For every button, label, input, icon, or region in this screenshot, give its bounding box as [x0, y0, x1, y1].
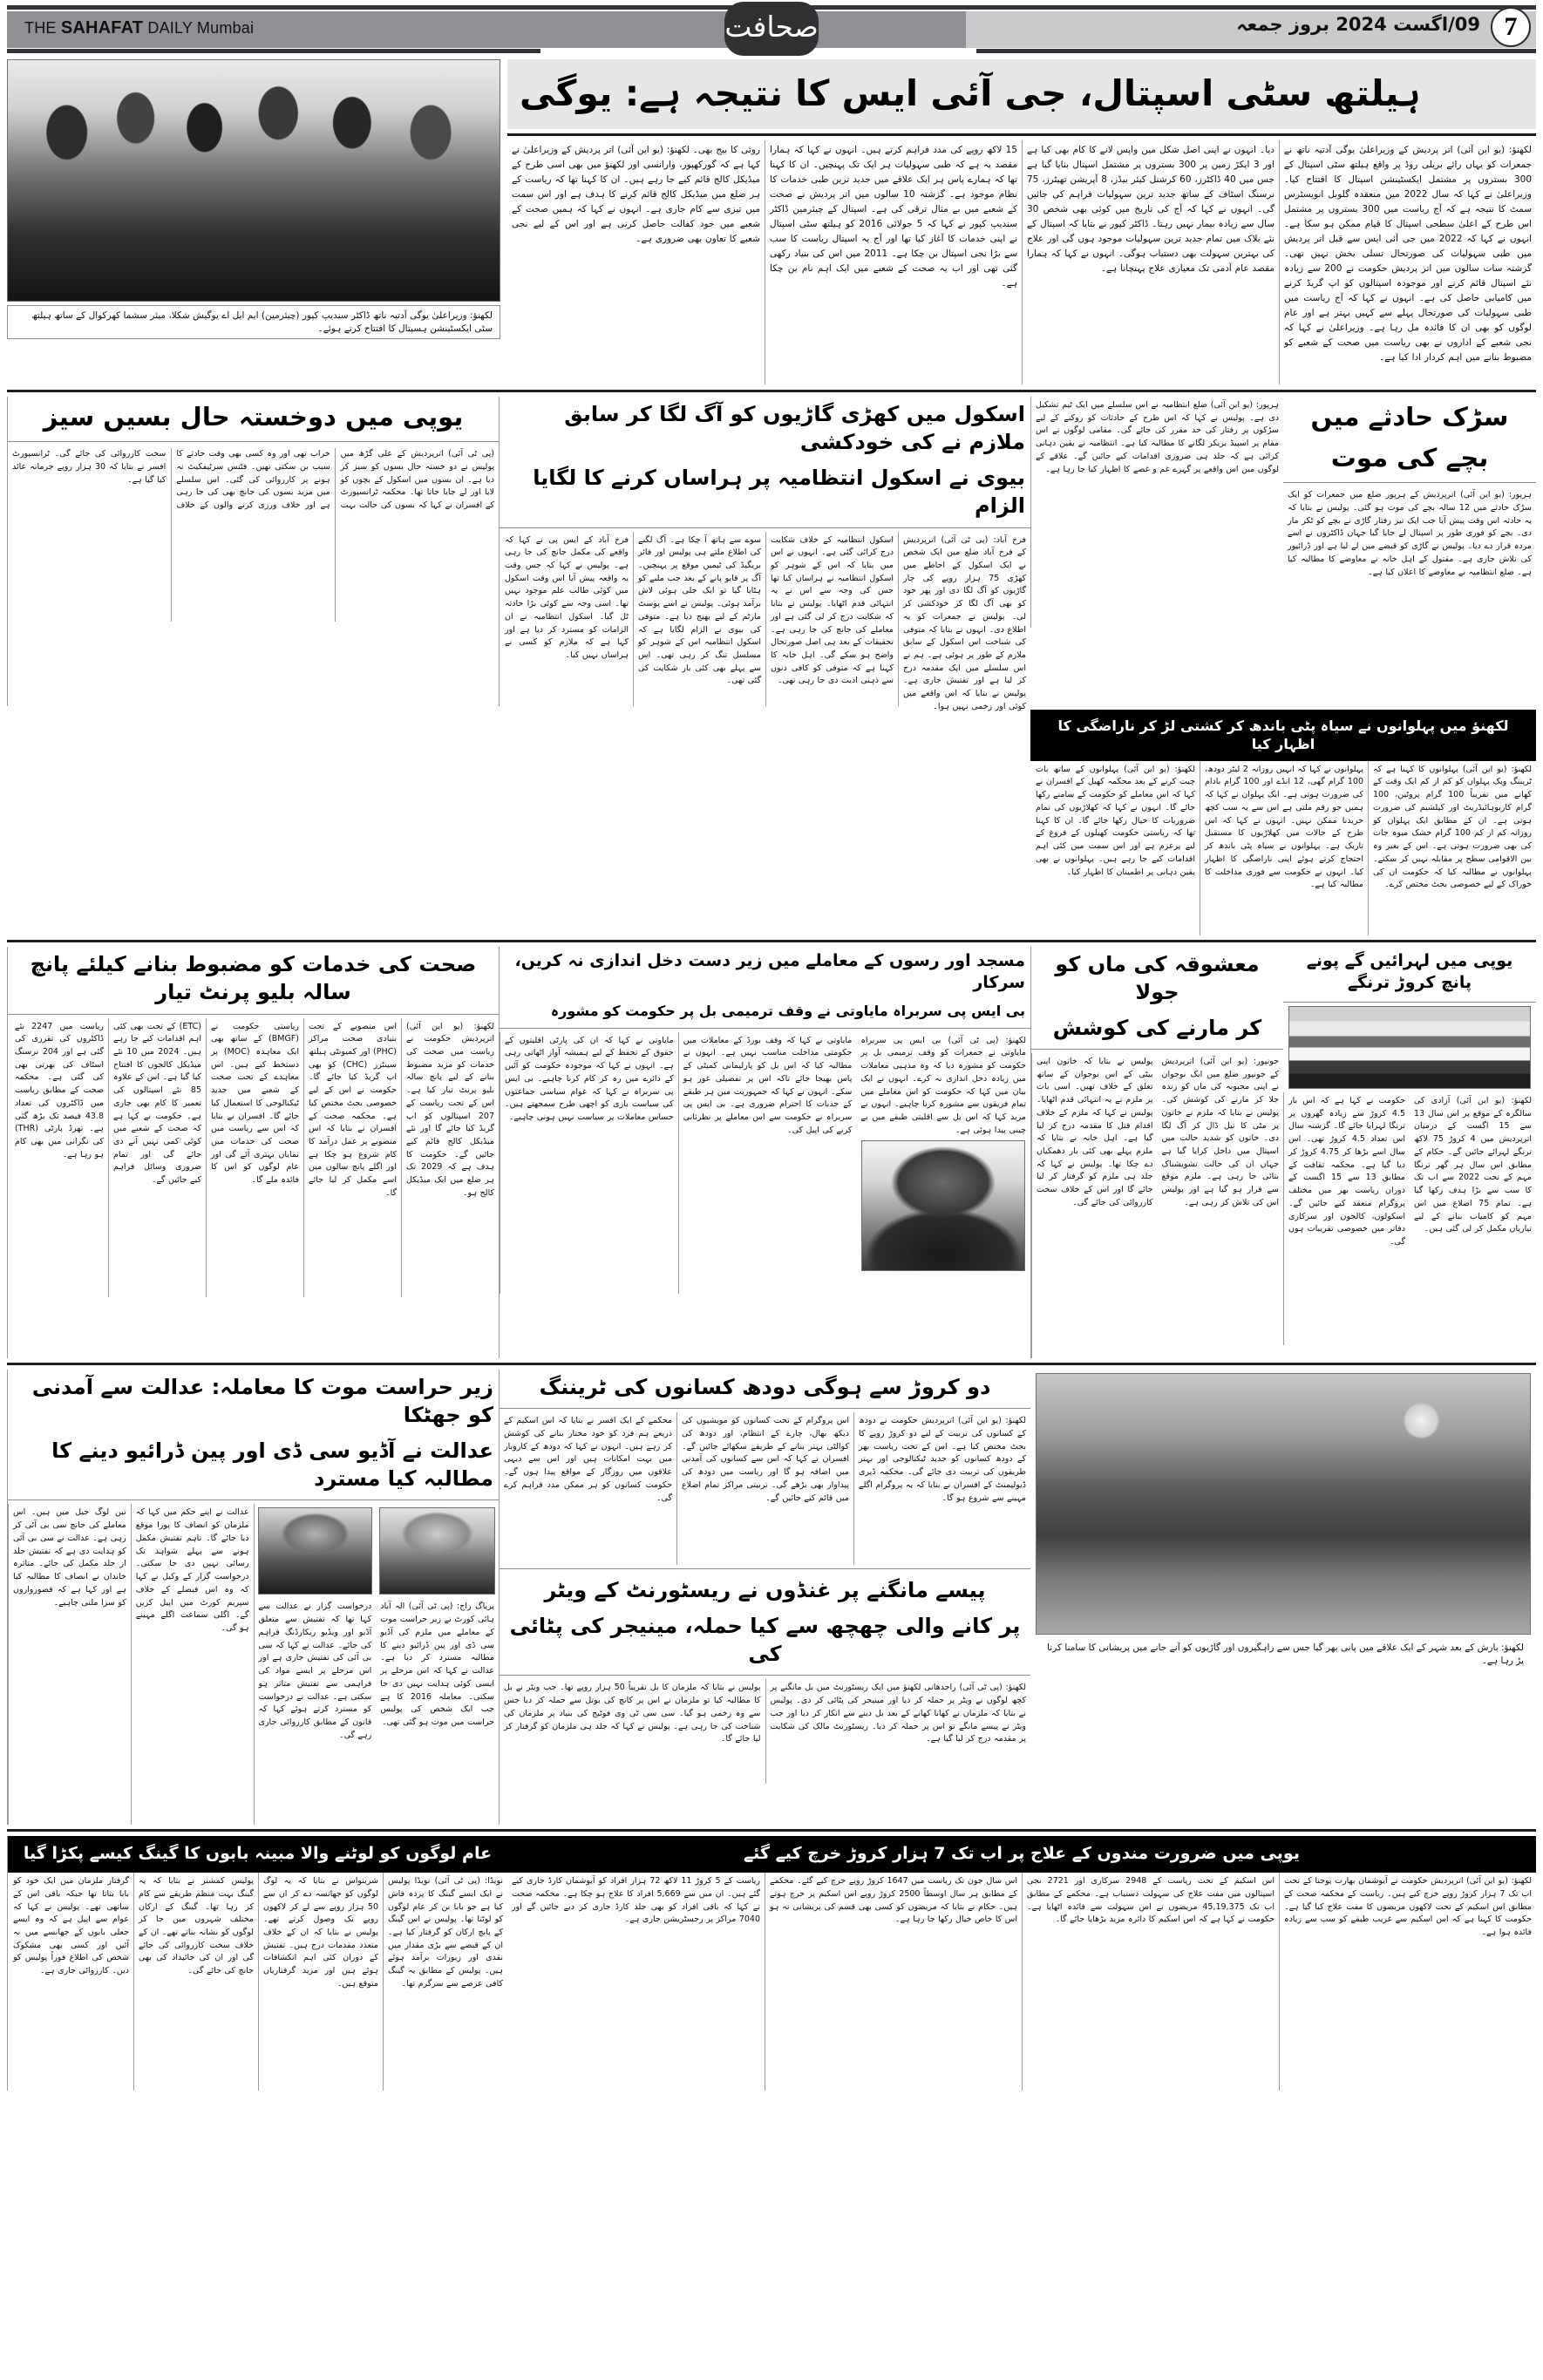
wrestlers-spacer-left	[7, 710, 499, 935]
prisoner-headline-1: زیر حراست موت کا معاملہ: عدالت سے آمدنی کو جھٹکا	[31, 1374, 493, 1428]
accident-col-1: ہرپور: (یو این آئی) اترپردیش کے ہرپور ضلع میں جمعرات کو ایک سڑک حادثے میں 12 سالہ بچے کی موت ہو گئی۔ پولیس نے بتایا کہ یہ حادثہ اس وقت پیش آیا جب ایک تیز رفتار گاڑی نے بچے کو ٹکر مار دی۔ بچے کو فوری طور پر اسپتال لے جایا گیا جہاں ڈاکٹروں نے اسے مردہ قرار دے دیا۔ پولیس نے گاڑی کو قبضے میں لے لیا ہے اور ڈرائیور کی تلاش جاری ہے۔ مقتول کے اہل خانہ نے معاوضے کا مطالبہ کیا ہے۔ ضلع انتظامیہ نے معاوضے کا اعلان کیا ہے۔	[1288, 490, 1532, 577]
treatment-col-2: اس اسکیم کے تحت ریاست کے 2948 سرکاری اور 2721 نجی اسپتالوں میں مفت علاج کی سہولت دستیاب ہے۔ محکمے کے مطابق اب تک 45,19,375 مریضوں نے اس سہولت سے فائدہ اٹھایا ہے۔ حکومت نے کہا ہے کہ اس اسکیم کا دائرہ مزید بڑھایا جائے گا۔	[1022, 1873, 1279, 2091]
buses-body: (پی ٹی آئی) اترپردیش کے علی گڑھ میں پولیس نے دو خستہ حال بسوں کو سیز کر دیا ہے۔ ان بسوں میں اسکول کے بچوں کو لایا اور لے جایا جاتا تھا۔ محکمہ ٹرانسپورٹ کے افسران نے کہا کہ بسوں کی حالت بہت خراب تھی اور وہ کسی بھی وقت حادثے کا سبب بن سکتی تھیں۔ فٹنس سرٹیفکیٹ نہ ہونے پر کارروائی کی گئی۔ اس سلسلے میں مزید بسوں کی جانچ بھی کی جا رہی ہے اور خلاف ورزی کرنے والوں کے خلاف سخت کارروائی کی جائے گی۔ ٹرانسپورٹ افسر نے بتایا کہ 30 ہزار روپے جرمانہ عائد کیا گیا ہے۔	[12, 449, 494, 511]
mother-col-1: جونپور: (یو این آئی) اترپردیش کے جونپور ضلع میں ایک نوجوان نے اپنی محبوبہ کی ماں کو زندہ جلا کر مارنے کی کوشش کی۔ پولیس نے بتایا کہ ملزم نے خاتون پر مٹی کا تیل ڈال کر آگ لگا دی۔ خاتون کو شدید حالت میں اسپتال میں داخل کرایا گیا ہے جہاں ان کی حالت تشویشناک بتائی جا رہی ہے۔ ملزم موقع سے فرار ہو گیا ہے اور پولیس اس کی تلاش کر رہی ہے۔	[1161, 1056, 1279, 1207]
english-masthead-post: DAILY Mumbai	[143, 19, 255, 37]
band-wrestlers	[7, 710, 1536, 935]
bsp-col-3: مایاوتی نے کہا کہ ان کی پارٹی اقلیتوں کے حقوق کے تحفظ کے لیے ہمیشہ آواز اٹھاتی رہی ہے۔ انہوں نے کہا کہ موجودہ حکومت کو آئین کے دائرے میں رہ کر کام کرنا چاہیے۔ بی ایس پی سربراہ نے کہا کہ عوام سیاسی جماعتوں کی سیاست بازی کو اچھی طرح سمجھتے ہیں۔ حساس معاملات پر سیاست نہیں ہونی چاہیے۔	[500, 1032, 678, 1294]
english-masthead-brand: SAHAFAT	[60, 18, 144, 37]
health-blueprint-col-5: ریاست میں 2247 نئے ڈاکٹروں کی تقرری کی گئی ہے اور 204 نرسنگ اسٹاف کی بھرتی بھی کی گئی ہے۔ محکمہ صحت کے مطابق ریاست میں ڈاکٹروں کی تعداد 43.8 فیصد تک بڑھ گئی ہے۔ تھرڈ پارٹی (THR) کی نگرانی میں بھی کام ہو رہا ہے۔	[15, 1021, 104, 1159]
wrestlers-col-3: لکھنؤ: (یو این آئی) پہلوانوں کے ساتھ بات چیت کرنے کے بعد محکمہ کھیل کے افسران نے کہا کہ اس معاملے کو حکومت کے سامنے رکھا جائے گا۔ انہوں نے کہا کہ کھلاڑیوں کی تمام ضروریات کا خیال رکھا جائے گا۔ ان کا کہنا تھا کہ ریاستی حکومت کھیلوں کے فروغ کے لیے پرعزم ہے اور اس سمت میں کئی اہم اقدامات کیے جا رہے ہیں۔ پہلوانوں نے بھی یقین دہانی پر اطمینان کا اظہار کیا۔	[1036, 764, 1195, 877]
prisoner-col-4: تین لوگ جیل میں ہیں۔ اس معاملے کی جانچ سی بی آئی کر رہی ہے۔ عدالت نے سی بی آئی کو ہدایت دی ہے کہ تفتیش جلد از جلد مکمل کی جائے۔ متاثرہ خاندان نے انصاف کا مطالبہ کیا ہے اور کہا ہے کہ قصورواروں کو سزا ملنی چاہیے۔	[8, 1504, 131, 1825]
lead-photo-block	[7, 59, 507, 384]
gang-col-3: پولیس کمشنر نے بتایا کہ یہ گینگ بہت منظم طریقے سے کام کر رہا تھا۔ گینگ کے ارکان مختلف شہروں میں جا کر لوگوں کو نشانہ بناتے تھے۔ ان کے خلاف سخت کارروائی کی جائے گی اور ان کی جائیداد کی بھی جانچ کی جائے گی۔	[133, 1873, 258, 2091]
wrestlers-headline: لکھنؤ میں پہلوانوں نے سیاہ پٹی باندھ کر کشتی لڑ کر ناراضگی کا اظہار کیا	[1030, 710, 1536, 761]
mother-columns	[1031, 1053, 1283, 1358]
wrestlers-col-2: پہلوانوں نے کہا کہ انہیں روزانہ 2 لیٹر دودھ، 100 گرام گھی، 12 انڈے اور 100 گرام بادام کی ضرورت ہوتی ہے۔ ایک پہلوان نے کہا کہ ہمیں جو رقم ملتی ہے اس سے یہ سب کچھ خریدنا ممکن نہیں۔ انہوں نے کہا کہ اس طرح کے حالات میں کھلاڑیوں کا مستقبل تاریک ہے۔ پہلوانوں نے سیاہ پٹی باندھ کر احتجاج کرتے ہوئے اپنی ناراضگی کا اظہار کیا۔ انہوں نے حکومت سے فوری مداخلت کا مطالبہ کیا ہے۔	[1200, 761, 1368, 935]
wrestlers-columns	[1030, 761, 1536, 935]
mayawati-photo	[861, 1140, 1025, 1271]
sahafat-logo	[724, 2, 819, 56]
flag-col-2: حکومت نے کہا ہے کہ اس بار 4.5 کروڑ سے زیادہ گھروں پر ترنگا لہرایا جائے گا۔ گزشتہ سال اس تعداد 4.5 کروڑ تھی۔ اس سال اسے بڑھا کر 4.75 کروڑ کر دیا گیا ہے۔ محکمہ ثقافت کے مطابق 13 سے 15 اگست کے دوران ریاست بھر میں مختلف پروگرام منعقد کیے جائیں گے۔ اسکولوں، کالجوں اور سرکاری دفاتر میں خصوصی تقریبات ہوں گی۔	[1283, 1092, 1410, 1345]
prisoner-col-1-wrap	[376, 1504, 499, 1825]
flag-columns	[1283, 1092, 1536, 1345]
rain-photo-block	[1030, 1370, 1536, 1826]
band-3-divider	[7, 1363, 1536, 1365]
mother-story	[1030, 947, 1283, 1358]
health-blueprint-story	[7, 947, 499, 1358]
treatment-col-1: لکھنؤ: (یو این آئی) اترپردیش حکومت نے آیوشمان بھارت یوجنا کے تحت اب تک 7 ہزار کروڑ روپے خرچ کیے ہیں۔ ریاست کے محکمہ صحت کے مطابق اس اسکیم کے تحت لاکھوں مریضوں کا مفت علاج کیا گیا ہے۔ حکومت کا کہنا ہے کہ اس اسکیم سے غریب طبقے کو سب سے زیادہ فائدہ ہوا ہے۔	[1279, 1873, 1536, 2091]
bsp-col-2: مایاوتی نے کہا کہ وقف بورڈ کے معاملات میں حکومتی مداخلت مناسب نہیں ہے۔ انہوں نے مطالبہ کیا کہ اس بل کو پارلیمانی کمیٹی کے پاس بھیجا جائے تاکہ اس پر تفصیلی غور ہو سکے۔ انہوں نے کہا کہ جمہوریت میں ہر طبقے کے جذبات کا احترام ضروری ہے۔ بی ایس پی سربراہ نے حکومت سے اس معاملے پر نظرثانی کرنے کی اپیل کی۔	[678, 1032, 857, 1294]
gang-col-4: گرفتار ملزمان میں ایک خود کو بابا بتاتا تھا جبکہ باقی اس کے ساتھی تھے۔ پولیس نے کہا کہ عوام سے اپیل ہے کہ وہ ایسے جعلی بابوں کے جھانسے میں نہ آئیں اور کسی بھی مشکوک شخص کی اطلاع فوراً پولیس کو دیں۔ کارروائی جاری ہے۔	[13, 1876, 129, 1976]
prisoner-story	[7, 1370, 499, 1826]
band-2	[7, 397, 1536, 711]
wrestlers-story	[1030, 710, 1536, 935]
farmers-columns	[500, 1412, 1030, 1565]
mother-headline-2: کر مارنے کی کوشش	[1052, 1015, 1262, 1040]
page-content	[0, 54, 1543, 2091]
band-4	[7, 1370, 1536, 1826]
treatment-headline: یوپی میں ضرورت مندوں کے علاج پر اب تک 7 ہزار کروڑ خرچ کیے گئے	[507, 1836, 1536, 1873]
lead-col-3: 15 لاکھ روپے کی مدد فراہم کرتے ہیں۔ انہوں نے کہا کہ ہمارا مقصد یہ ہے کہ طبی سہولیات ہر ایک تک پہنچیں۔ ان کا کہنا تھا کہ ہمارے پاس ہر ایک علاقے میں جدید ترین طبی خدمات کا نظام موجود ہے۔ گزشتہ 10 سالوں میں اتر پردیش نے صحت کے شعبے میں بے مثال ترقی کی ہے۔ اسپتال کے چیئرمین ڈاکٹر سندیپ کپور نے کہا کہ 5 جولائی 2016 کو ہیلتھ سٹی اسپتال نے اپنی خدمات کا آغاز کیا تھا اور آج یہ اسپتال ریاست کا سب سے بڑا نجی اسپتال بن چکا ہے۔ 2011 میں اس کی بنیاد رکھی گئی تھی اور اب یہ صحت کے شعبے میں ایک اہم نام بن چکا ہے۔	[765, 140, 1022, 384]
gang-col-1: نویڈا: (پی ٹی آئی) نویڈا پولیس نے ایک ایسے گینگ کا پردہ فاش کیا ہے جو بابا بن کر عام لوگوں کو لوٹتا تھا۔ پولیس نے اس گینگ کے پانچ ارکان کو گرفتار کیا ہے۔ ان کے قبضے سے بڑی مقدار میں نقدی اور زیورات برآمد ہوئے ہیں۔ پولیس کے مطابق یہ گینگ کافی عرصے سے سرگرم تھا۔	[383, 1873, 507, 2091]
prisoner-photo-a	[379, 1507, 495, 1595]
health-blueprint-col-4: (ETC) کے تحت بھی کئی اہم اقدامات کیے جا رہے ہیں۔ 2024 میں 10 نئے میڈیکل کالجوں کا افتتاح کیا گیا ہے۔ اس کے علاوہ 85 نئے اسپتالوں کی تعمیر کا کام بھی جاری ہے۔ حکومت نے کہا ہے کہ صحت کے شعبے میں کوئی کمی نہیں آنے دی جائے گی اور تمام ضروری وسائل فراہم کیے جائیں گے۔	[108, 1018, 206, 1297]
lead-photo	[7, 59, 500, 302]
page-number-badge: 7	[1491, 7, 1531, 47]
treatment-col-3: اس سال جون تک ریاست میں 1647 کروڑ روپے خرچ کیے گئے۔ محکمے کے مطابق ہر سال اوسطاً 2500 کروڑ روپے اس اسکیم پر خرچ ہوتے ہیں۔ حکام نے بتایا کہ مریضوں کو کسی بھی قسم کی پریشانی نہ ہو اس کا خاص خیال رکھا جا رہا ہے۔	[765, 1873, 1022, 2091]
suicide-headline-2: بیوی نے اسکول انتظامیہ پر ہراساں کرنے کا لگایا الزام	[533, 465, 1025, 519]
gang-columns	[8, 1873, 507, 2091]
prisoner-headline-2: عدالت نے آڈیو سی ڈی اور پین ڈرائیو دینے کا مطالبہ کیا مسترد	[51, 1438, 493, 1492]
logo-text: صحافت	[724, 9, 819, 44]
gang-col-2: شرینواس نے بتایا کہ یہ لوگ لوگوں کو جھانسہ دے کر ان سے 50 ہزار روپے سے لے کر لاکھوں روپے تک وصول کرتے تھے۔ پولیس نے بتایا کہ ان کے خلاف متعدد مقدمات درج ہیں۔ تفتیش کے دوران کئی اہم انکشافات ہوئے ہیں اور مزید گرفتاریاں متوقع ہیں۔	[258, 1873, 383, 2091]
english-masthead-pre: THE	[24, 19, 61, 37]
bsp-col-1: لکھنؤ: (پی ٹی آئی) بی ایس پی سربراہ مایاوتی نے جمعرات کو وقف ترمیمی بل پر حکومت کو مشورہ دیا کہ وہ مذہبی معاملات میں زیادہ دخل اندازی نہ کرے۔ انہوں نے ایک بیان میں کہا کہ حکومت کو اس معاملے میں تمام فریقوں سے مشورہ کرنا چاہیے۔ انہوں نے مزید کہا کہ اس بل سے اقلیتی طبقے میں بے چینی پیدا ہوئی ہے۔	[860, 1035, 1026, 1135]
restaurant-col-2: پولیس نے بتایا کہ ملزمان کا بل تقریباً 50 ہزار روپے تھا۔ جب ویٹر نے بل کا مطالبہ کیا تو ملزمان نے اس پر کانچ کی بوتل سے حملہ کر دیا جس سے وہ زخمی ہو گیا۔ سی سی ٹی وی فوٹیج کی بنیاد پر ملزمان کی شناخت کی جا رہی ہے۔ پولیس نے کہا کہ جلد ہی ملزمان کو گرفتار کر لیا جائے گا۔	[504, 1683, 761, 1744]
restaurant-headline-1: پیسے مانگنے پر غنڈوں نے ریسٹورنٹ کے ویٹر	[544, 1578, 986, 1603]
rain-photo	[1036, 1373, 1531, 1635]
lead-rule	[507, 133, 1536, 136]
bsp-headline-1: مسجد اور رسوں کے معاملے میں زیر دست دخل اندازی نہ کریں، سرکار	[514, 950, 1025, 993]
accident-col-2: ہرپور: (یو این آئی) ضلع انتظامیہ نے اس سلسلے میں ایک ٹیم تشکیل دی ہے۔ پولیس نے کہا کہ اس طرح کے حادثات کو روکنے کے لیے سڑکوں پر رفتار کی حد مقرر کی جائے گی۔ مقامی لوگوں نے اس مقام پر اسپیڈ بریکر لگانے کا مطالبہ کیا ہے۔ انتظامیہ نے یقین دہانی کرائی ہے کہ جلد ہی ضروری اقدامات کیے جائیں گے۔ علاقے کے لوگوں میں اس واقعے پر گہرے غم و غصے کا اظہار کیا جا رہا ہے۔	[1030, 397, 1283, 628]
mother-col-2: پولیس نے بتایا کہ خاتون اپنی بیٹی کے اس نوجوان کے ساتھ تعلق کے خلاف تھیں۔ اسی بات پر ملزم نے یہ انتہائی قدم اٹھایا۔ پولیس نے کہا کہ ملزم کے خلاف اقدام قتل کا مقدمہ درج کر لیا گیا ہے۔ اہل خانہ نے بتایا کہ ملزم پہلے بھی کئی بار دھمکیاں دے چکا تھا۔ پولیس نے کہا کہ جلد ہی ملزم کو گرفتار کر لیا جائے گا اور اس کے خلاف سخت کارروائی کی جائے گی۔	[1031, 1053, 1158, 1358]
health-blueprint-col-1: لکھنؤ: (یو این آئی) اترپردیش حکومت نے ریاست میں صحت کی خدمات کو مزید مضبوط بنانے کے لیے پانچ سالہ بلیو پرنٹ تیار کیا ہے۔ اس کے تحت ریاست کے 207 اسپتالوں کو اپ گریڈ کیا جائے گا اور نئے میڈیکل کالج قائم کیے جائیں گے۔ حکومت کا ہدف ہے کہ 2029 تک ہر ضلع میں ایک میڈیکل کالج ہو۔	[401, 1018, 499, 1297]
accident-wrestler-row	[1030, 397, 1536, 652]
band-1-divider	[7, 390, 1536, 392]
bsp-columns	[500, 1032, 1030, 1294]
suicide-col-3: سوے سے ہاتھ آ چکا ہے۔ آگ لگنے کی اطلاع ملتے ہی پولیس اور فائر بریگیڈ کی ٹیمیں موقع پر پہنچیں۔ آگ پر قابو پانے کے بعد جب ملبے کو ہٹایا گیا تو ایک جلی ہوئی لاش برآمد ہوئی۔ پولیس نے اسے پوسٹ مارٹم کے لیے بھیج دیا ہے۔ متوفی کی بیوی نے الزام لگایا ہے کہ اسکول انتظامیہ اس کے شوہر کو مسلسل تنگ کر رہی تھی۔ اس سے پہلے بھی کئی بار شکایت کی گئی تھی۔	[633, 532, 765, 706]
suicide-story	[499, 397, 1030, 711]
treatment-columns	[507, 1873, 1536, 2091]
lead-col-1: لکھنؤ: (یو این آئی) اتر پردیش کے وزیراعلیٰ یوگی آدتیہ ناتھ نے جمعرات کو یہاں رائے بریلی روڈ پر واقع ہیلتھ سٹی اسپتال کے 300 بستروں پر مشتمل ایکسٹینشن اسپتال کا افتتاح کیا۔ وزیراعلیٰ نے کہا کہ سال 2022 میں منعقدہ گلوبل انویسٹرس سمٹ کا نتیجہ ہے کہ آج ریاست میں 300 بستروں پر مشتمل اس طرح کے اعلیٰ سطحی اسپتال کا قیام ممکن ہو سکا ہے۔ انہوں نے کہا کہ 2022 میں جی آئی ایس سے قبل اتر پردیش میں طبی سہولیات کی صورتحال تسلی بخش نہیں تھی۔ گزشتہ سات سالوں میں اتر پردیش حکومت نے 200 سے زیادہ نئے اسپتال قائم کرنے اور موجودہ اسپتالوں کو اپ گریڈ کرنے میں کامیابی حاصل کی ہے۔ انہوں نے کہا کہ آج ریاست میں طبی سہولیات کی صورتحال پہلے سے کہیں بہتر ہے اور عام لوگوں کو بھی ان کا فائدہ مل رہا ہے۔ وزیراعلیٰ نے کہا کہ نجی شعبے کے اداروں نے بھی ریاست میں صحت کے شعبے کو مضبوط بنانے میں اہم کردار ادا کیا ہے۔	[1279, 140, 1536, 384]
band-5	[7, 1836, 1536, 2091]
suicide-col-1: فرخ آباد: (پی ٹی آئی) اترپردیش کے فرخ آباد ضلع میں ایک شخص نے ایک اسکول کے احاطے میں کھڑی 75 ہزار روپے کی چار گاڑیوں کو آگ لگا دی اور پھر خود کو بھی آگ لگا کر خودکشی کر لی۔ پولیس نے جمعرات کو یہ اطلاع دی۔ انہوں نے بتایا کہ متوفی کی شناخت اس اسکول کے سابق ملازم کے طور پر ہوئی ہے۔ ہم نے اس سلسلے میں ایک مقدمہ درج کر لیا ہے اور تفتیش جاری ہے۔ پولیس نے بتایا کہ اس واقعے میں کوئی اور زخمی نہیں ہوا۔	[898, 532, 1030, 706]
band-4-divider	[7, 1829, 1536, 1832]
lead-photo-caption: لکھنؤ: وزیراعلیٰ یوگی آدتیہ ناتھ ڈاکٹر سندیپ کپور (چیئرمین) ایم ایل اے یوگیش شکلا، میئر سشما کھرکوال کے ساتھ ہیلتھ سٹی ایکسٹینشن ہسپتال کا افتتاح کرتے ہوئے۔	[7, 305, 500, 339]
prisoner-col-2: درخواست گزار نے عدالت سے کہا تھا کہ تفتیش سے متعلق آڈیو اور ویڈیو ریکارڈنگ فراہم کی جائے۔ عدالت نے کہا کہ سی بی آئی کی تفتیش جاری ہے اور اس مرحلے پر ایسے مواد کی فراہمی سے تفتیش متاثر ہو سکتی ہے۔ عدالت نے درخواست کو مسترد کرتے ہوئے کہا کہ قانون کے مطابق کارروائی جاری رہے گی۔	[258, 1601, 372, 1740]
suicide-headline-1: اسکول میں کھڑی گاڑیوں کو آگ لگا کر سابق ملازم نے کی خودکشی	[564, 402, 1025, 455]
farmers-col-1: لکھنؤ: (یو این آئی) اترپردیش حکومت نے دودھ کے کسانوں کی تربیت کے لیے دو کروڑ روپے کا بجٹ مختص کیا ہے۔ اس کے تحت ریاست بھر کے دودھ کسانوں کو جدید ٹیکنالوجی اور بہتر طریقوں کی تربیت دی جائے گی۔ محکمہ ڈیری ڈیولپمنٹ کے افسران نے بتایا کہ یہ پروگرام اگلے مہینے سے شروع ہو گا۔	[853, 1412, 1030, 1565]
accident-story	[1283, 397, 1536, 652]
gang-story	[7, 1836, 507, 2091]
flag-photo	[1288, 1006, 1531, 1089]
wrestlers-col-1: لکھنؤ: (یو این آئی) پہلوانوں کا کہنا ہے کہ ٹریننگ ویک پہلوان کو کم از کم ایک وقت کے کھانے میں تقریباً 100 گرام پروٹین، 100 گرام کاربوہائیڈریٹ اور کیلشیم کی ضرورت ہوتی ہے۔ ان کے مطابق ایک پہلوان کو روزانہ کم از کم 100 گرام خشک میوہ جات کی بھی ضرورت ہوتی ہے۔ اس کے بغیر وہ بین الاقوامی سطح پر مقابلہ نہیں کر سکتے۔ پہلوانوں نے مطالبہ کیا کہ حکومت ان کی خوراک کے لیے خصوصی بجٹ مختص کرے۔	[1368, 761, 1536, 935]
farmers-headline: دو کروڑ سے ہوگی دودھ کسانوں کی ٹریننگ	[539, 1374, 991, 1399]
prisoner-col-2-wrap	[254, 1504, 377, 1825]
treatment-story	[507, 1836, 1536, 2091]
buses-headline: یوپی میں دوخستہ حال بسیں سیز	[43, 402, 464, 432]
buses-story	[7, 397, 499, 706]
mother-headline-1: معشوقہ کی ماں کو جولا	[1055, 951, 1260, 1005]
masthead	[0, 0, 1543, 54]
restaurant-headline-2: پر کانے والی چھچھ سے کیا حملہ، مینیجر کی پٹائی کی	[509, 1613, 1021, 1667]
band-3	[7, 947, 1536, 1358]
bsp-col-1-wrap	[856, 1032, 1030, 1294]
health-blueprint-headline: صحت کی خدمات کو مضبوط بنانے کیلئے پانچ سالہ بلیو پرنٹ تیار	[30, 951, 477, 1005]
lead-columns	[507, 140, 1536, 384]
accident-headline-1: سڑک حادثے میں	[1310, 402, 1509, 432]
farmers-restaurant-block	[499, 1370, 1030, 1826]
suicide-columns	[500, 532, 1030, 711]
farmers-col-3: محکمے کے ایک افسر نے بتایا کہ اس اسکیم کے ذریعے ہم فرد کو خود مختار بنانے کی کوشش کر رہے ہیں۔ انہوں نے کہا کہ دودھ کے کاروبار میں بہت امکانات ہیں اور اس سے دیہی علاقوں میں روزگار کے مواقع پیدا ہوں گے۔ حکومت کسانوں کو ہر ممکن مدد فراہم کرے گی۔	[504, 1416, 672, 1503]
health-blueprint-col-3: ریاستی حکومت نے (BMGF) کے ساتھ بھی ایک معاہدہ (MOC) پر دستخط کیے ہیں۔ اس معاہدے کے تحت صحت کے شعبے میں جدید ٹیکنالوجی کا استعمال کیا جائے گا۔ افسران نے بتایا کہ اس سے ریاست میں صحت کی خدمات میں نمایاں بہتری آئے گی اور عام لوگوں کو اس کا فائدہ ملے گا۔	[206, 1018, 303, 1297]
flag-col-1: لکھنؤ: (یو این آئی) آزادی کی سالگرہ کے موقع پر اس سال 13 سے 15 اگست کے درمیان اترپردیش میں 4 کروڑ 75 لاکھ ترنگے لہرائے جائیں گے۔ حکام کے مطابق اس سال ہر گھر ترنگا مہم کے تحت 2022 سے اب تک کا سب سے بڑا ہدف رکھا گیا ہے۔ تمام 75 اضلاع میں اس مہم کو کامیاب بنانے کے لیے تیاریاں مکمل کر لی گئی ہیں۔	[1414, 1096, 1533, 1234]
flag-headline: یوپی میں لہرائیں گے پونے پانچ کروڑ ترنگے	[1306, 950, 1513, 993]
prisoner-col-3: عدالت نے اپنے حکم میں کہا کہ ملزمان کو انصاف کا پورا موقع دیا جائے گا۔ تاہم تفتیش مکمل ہونے سے پہلے شواہد تک رسائی نہیں دی جا سکتی۔ درخواست گزار کے وکیل نے کہا کہ وہ اس فیصلے کے خلاف سپریم کورٹ میں اپیل کریں گے۔ اگلی سماعت اگلے مہینے ہو گی۔	[131, 1504, 254, 1825]
restaurant-col-1: لکھنؤ: (پی ٹی آئی) راجدھانی لکھنؤ میں ایک ریسٹورنٹ میں بل مانگنے پر کچھ لوگوں نے ویٹر پر حملہ کر دیا اور مینیجر کی پٹائی کر دی۔ پولیس نے بتایا کہ ملزمان نے کھانا کھانے کے بعد بل دینے سے انکار کر دیا اور جب ویٹر نے پیسے مانگے تو اس پر حملہ کر دیا۔ ریسٹورنٹ مالک کی شکایت پر مقدمہ درج کر لیا گیا ہے۔	[765, 1679, 1031, 1784]
wrestlers-spacer-mid	[499, 710, 1030, 935]
rain-photo-caption: لکھنؤ: بارش کے بعد شہر کے ایک علاقے میں پانی بھر گیا جس سے راہگیروں اور گاڑیوں کو آنے جانے میں پریشانی کا سامنا کرنا پڑ رہا ہے۔	[1047, 1642, 1524, 1666]
flag-story	[1283, 947, 1536, 1358]
publication-date: 09/اگست 2024 بروز جمعہ	[1236, 14, 1480, 35]
farmers-col-2: اس پروگرام کے تحت کسانوں کو مویشیوں کی دیکھ بھال، چارے کے انتظام، اور دودھ کی کوالٹی بہتر بنانے کے طریقے سکھائے جائیں گے۔ افسران نے کہا کہ اس سے کسانوں کی آمدنی میں اضافہ ہو گا اور ریاست میں دودھ کی پیداوار بھی بڑھے گی۔ تربیتی مراکز تمام اضلاع میں قائم کیے جائیں گے۔	[676, 1412, 853, 1565]
lead-story	[507, 59, 1536, 384]
band-2-right	[1030, 397, 1536, 706]
lead-headline: ہیلتھ سٹی اسپتال، جی آئی ایس کا نتیجہ ہے: یوگی	[507, 59, 1536, 129]
english-masthead	[24, 18, 254, 38]
health-blueprint-columns	[8, 1018, 499, 1297]
health-blueprint-col-2: اس منصوبے کے تحت بنیادی صحت مراکز (PHC) اور کمیونٹی ہیلتھ سینٹرز (CHC) کو بھی اپ گریڈ کیا جائے گا۔ حکومت نے اس کے لیے خصوصی بجٹ مختص کیا ہے۔ محکمہ صحت کے افسران نے بتایا کہ اس منصوبے پر عمل درآمد کا کام شروع ہو چکا ہے اور اگلے پانچ سالوں میں اسے مکمل کر لیا جائے گا۔	[303, 1018, 401, 1297]
prisoner-columns	[8, 1504, 499, 1825]
suicide-col-2: اسکول انتظامیہ کے خلاف شکایت درج کرائی گئی ہے۔ انہوں نے اس میں بتایا کہ اس کے شوہر کو اسکول انتظامیہ نے ہراساں کیا تھا جس کی وجہ سے اس نے یہ انتہائی قدم اٹھایا۔ پولیس نے بتایا کہ شکایت درج کر لی گئی ہے اور معاملے کی جانچ کی جا رہی ہے۔ تحقیقات کے بعد ہی اصل صورتحال واضح ہو سکے گی۔ اہل خانہ کا کہنا ہے کہ متوفی کو کافی دنوں سے ذہنی اذیت دی جا رہی تھی۔	[765, 532, 898, 706]
bsp-headline-2: بی ایس پی سربراہ مایاوتی نے وقف ترمیمی بل پر حکومت کو مشورہ	[550, 1003, 1025, 1020]
accident-headline-2: بچے کی موت	[1330, 443, 1489, 473]
band-2-divider	[7, 940, 1536, 942]
lead-col-2: دیا۔ انہوں نے اپنی اصل شکل میں واپس لانے کا کام بھی کیا ہے اور 3 ایکڑ زمین پر 300 بستروں پر مشتمل اسپتال بنایا گیا ہے جس میں 40 ڈاکٹرز، 60 کرشنل کیئر بیڈز، 8 آپریشن تھیٹرز، 75 نرسنگ اسٹاف کے ساتھ جدید ترین سہولیات فراہم کی جائیں گی۔ انہوں نے کہا کہ آج کی تاریخ میں کوئی بھی شخص 30 سال سے زیادہ بیمار نہیں رہتا۔ ڈاکٹر کپور نے بتایا کہ اسپتال کے نئے بلاک میں تمام جدید ترین سہولیات موجود ہوں گی اور علاج کی بہترین سہولت بھی دستیاب ہوگی۔ انہوں نے کہا کہ ہمارا مقصد عام آدمی تک معیاری علاج پہنچانا ہے۔	[1022, 140, 1279, 384]
prisoner-col-1: پریاگ راج: (پی ٹی آئی) الہ آباد ہائی کورٹ نے زیر حراست موت کے معاملے میں ملزم کی آڈیو سی ڈی اور پین ڈرائیو دینے کا مطالبہ مسترد کر دیا ہے۔ عدالت نے کہا کہ اس مرحلے پر ایسی کوئی ہدایت نہیں دی جا سکتی۔ معاملہ 2016 کا ہے جب ایک شخص کی پولیس حراست میں موت ہو گئی تھی۔	[380, 1601, 495, 1727]
suicide-col-4: فرخ آباد کے ایس پی نے کہا کہ واقعے کی مکمل جانچ کی جا رہی ہے۔ پولیس نے کہا کہ جس وقت یہ واقعہ پیش آیا اس وقت اسکول میں کوئی طالب علم موجود نہیں تھا۔ اسی وجہ سے کوئی بڑا حادثہ ٹل گیا۔ اسکول انتظامیہ نے ان الزامات کو مسترد کر دیا ہے اور کہا ہے کہ ملازم کو کسی نے ہراساں نہیں کیا۔	[505, 534, 629, 661]
restaurant-columns	[500, 1679, 1030, 1784]
lead-col-4: روئی کا بیج بھی۔ لکھنؤ: (یو این آئی) اتر پردیش کے وزیراعلیٰ نے کہا ہے کہ گورکھپور، وارانسی اور لکھنؤ میں بھی اسی طرح کے میڈیکل کالج قائم کیے جا رہے ہیں۔ ان کا کہنا تھا کہ ریاست کے ہر ضلع میں میڈیکل کالج قائم کرنے کا ہدف ہے اور اس سمت میں تیزی سے کام جاری ہے۔ انہوں نے کہا کہ ہمیں صحت کے شعبے میں خود کفالت حاصل کرنی ہے اور اس کے لیے نجی شعبے کا تعاون بھی ضروری ہے۔	[512, 145, 760, 244]
band-lead	[7, 59, 1536, 384]
gang-headline: عام لوگوں کو لوٹنے والا مبینہ بابوں کا گینگ کیسے پکڑا گیا	[8, 1836, 507, 1873]
bsp-story	[499, 947, 1030, 1358]
treatment-col-4: ریاست کے 5 کروڑ 11 لاکھ 72 ہزار افراد کو آیوشمان کارڈ جاری کیے گئے ہیں۔ ان میں سے 5,669 افراد کا علاج ہو چکا ہے۔ محکمہ صحت نے کہا کہ باقی افراد کو بھی جلد کارڈ جاری کر دیے جائیں گے اور 7040 مراکز پر رجسٹریشن جاری ہے۔	[512, 1876, 761, 1925]
prisoner-photo-b	[258, 1507, 373, 1595]
